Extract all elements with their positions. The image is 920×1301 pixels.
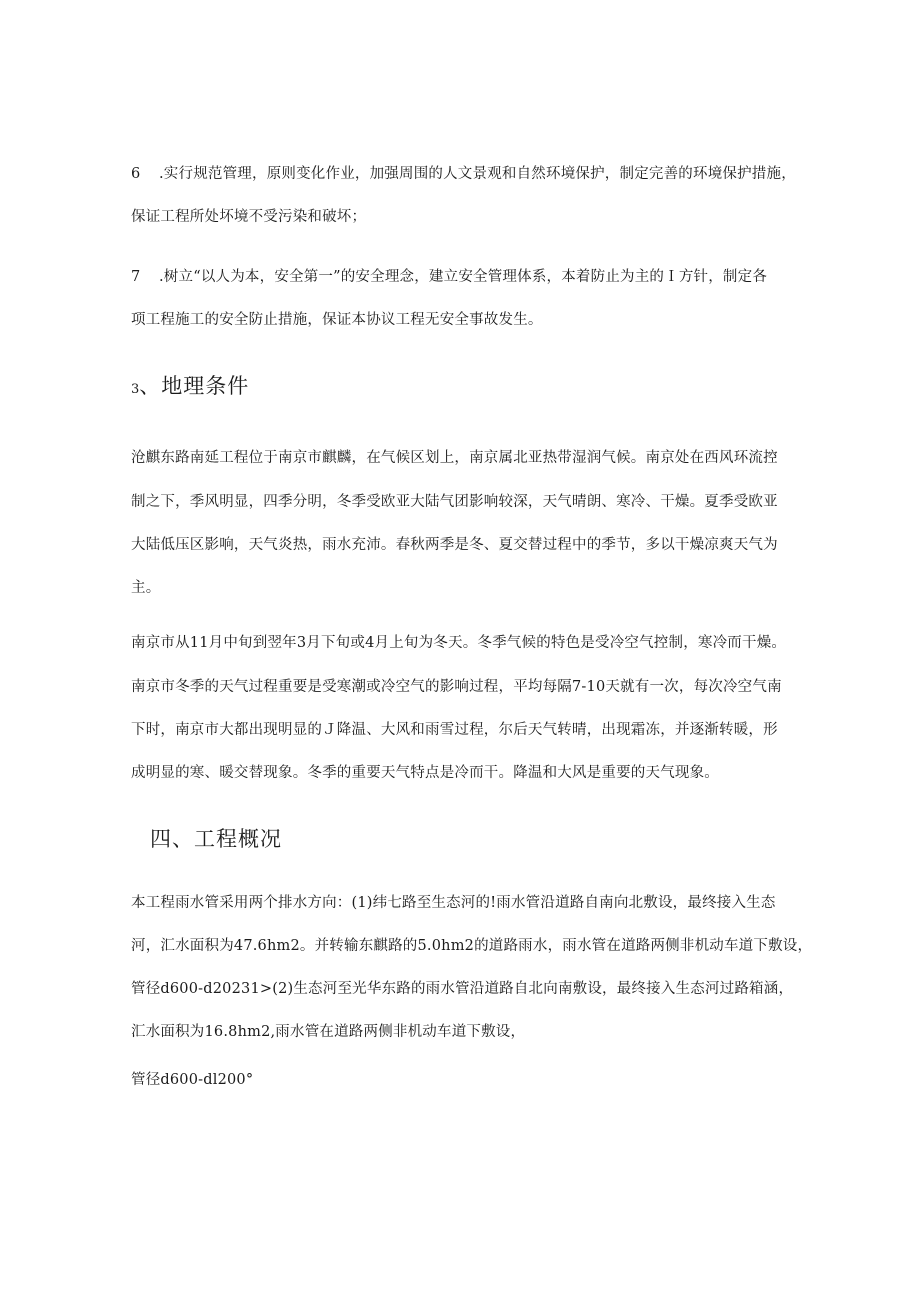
para-1-line-2: 制之下，季风明显，四季分明，冬季受欧亚大陆气团影响较深，天气晴朗、寒冷、干燥。夏季受欧亚 [131, 494, 778, 510]
para-3-line-1: 本工程雨水管采用两个排水方向：(1)纬七路至生态河的!雨水管沿道路自南向北敷设，最终接入生态 [131, 895, 776, 911]
para-1-line-3: 大陆低压区影响，天气炎热，雨水充沛。春秋两季是冬、夏交替过程中的季节，多以干燥凉爽天气为 [131, 537, 778, 553]
para-3-line-4: 汇水面积为16.8hm2,雨水管在道路两侧非机动车道下敷设， [131, 1024, 526, 1040]
item-7-text-1: .树立“以人为本，安全第一”的安全理念，建立安全管理体系，本着防止为主的Ｉ方针，制定各 [159, 269, 768, 285]
para-1-line-1: 沧麒东路南延工程位于南京市麒麟，在气候区划上，南京属北亚热带湿润气候。南京处在西风环流控 [131, 450, 778, 466]
item-7-line-2: 项工程施工的安全防止措施，保证本协议工程无安全事故发生。 [131, 312, 543, 328]
item-6-line-2: 保证工程所处坏境不受污染和破坏； [131, 209, 367, 225]
item-6-number: 6 [131, 166, 141, 182]
item-6-line-1 [131, 164, 796, 184]
para-1-line-4: 主。 [131, 580, 161, 596]
section-4-heading: 四、工程概况 [150, 827, 282, 851]
section-3-title: 、地理条件 [139, 374, 250, 398]
item-6-text-1: .实行规范管理，原则变化作业，加强周围的人文景观和自然环境保护，制定完善的环境保护措施， [159, 166, 796, 182]
para-2-line-1: 南京市从11月中旬到翌年3月下旬或4月上旬为冬天。冬季气候的特色是受冷空气控制，寒冷而干燥。 [131, 635, 787, 651]
section-3-number: 3 [131, 382, 140, 397]
para-4-line-1: 管径d600-dl200° [131, 1072, 254, 1088]
item-7-line-1 [131, 267, 767, 287]
section-3-heading [131, 372, 249, 404]
para-2-line-4: 成明显的寒、暖交替现象。冬季的重要天气特点是冷而干。降温和大风是重要的天气现象。 [131, 765, 719, 781]
para-2-line-2: 南京市冬季的天气过程重要是受寒潮或冷空气的影响过程，平均每隔7-10天就有一次，每次冷空气南 [131, 679, 782, 695]
para-2-line-3: 下时，南京市大都出现明显的Ｊ降温、大风和雨雪过程，尔后天气转晴，出现霜冻，并逐渐转暖，形 [131, 722, 778, 738]
para-3-line-2: 河，汇水面积为47.6hm2。并转输东麒路的5.0hm2的道路雨水，雨水管在道路两侧非机动车道下敷设， [131, 938, 813, 954]
item-7-number: 7 [131, 269, 141, 285]
para-3-line-3: 管径d600-d20231>(2)生态河至光华东路的雨水管沿道路自北向南敷设，最终接入生态河过路箱涵， [131, 981, 794, 997]
